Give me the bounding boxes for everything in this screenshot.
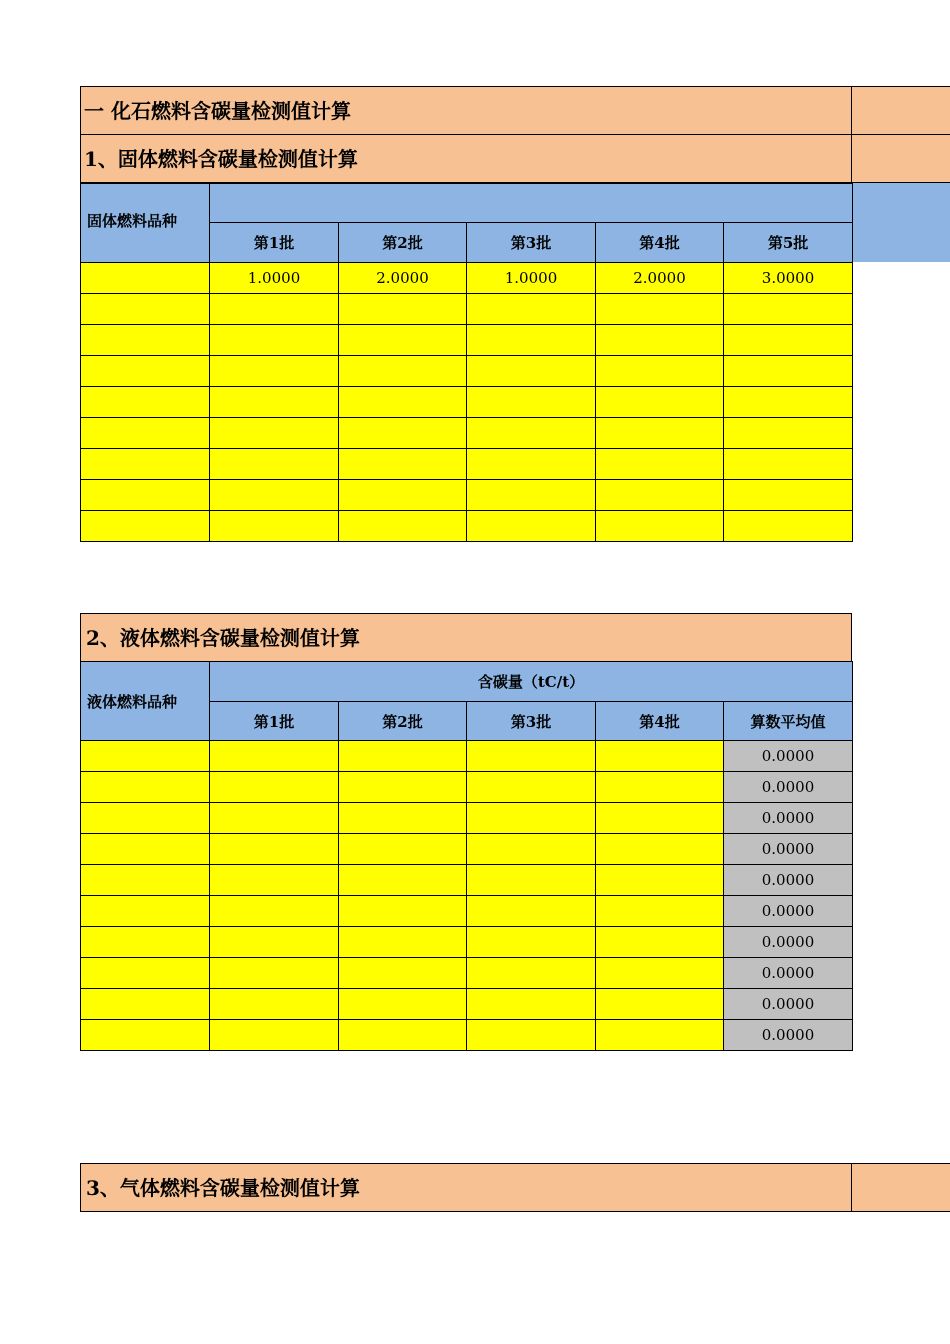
fuel-variety-cell[interactable] [81, 865, 210, 896]
fuel-variety-cell[interactable] [81, 1020, 210, 1051]
batch-value-cell[interactable] [467, 741, 596, 772]
batch-value-cell[interactable] [596, 927, 724, 958]
batch-value-cell[interactable] [210, 865, 339, 896]
fuel-variety-cell[interactable] [81, 927, 210, 958]
solid-batch-header: 第3批 [467, 223, 596, 263]
batch-value-cell[interactable] [210, 958, 339, 989]
table-row [81, 896, 853, 927]
liquid-batch-header: 第3批 [467, 702, 596, 741]
average-cell: 0.0000 [724, 803, 853, 834]
fuel-variety-cell[interactable] [81, 989, 210, 1020]
liquid-batch-header: 算数平均值 [724, 702, 853, 741]
batch-value-cell[interactable] [210, 511, 339, 542]
batch-value-cell[interactable] [467, 325, 596, 356]
table-row [81, 772, 853, 803]
table-row [81, 418, 853, 449]
batch-value-cell[interactable] [596, 989, 724, 1020]
solid-group-header [210, 184, 853, 223]
table-row [81, 927, 853, 958]
liquid-batch-header: 第2批 [339, 702, 467, 741]
batch-value-cell[interactable] [724, 356, 853, 387]
batch-value-cell[interactable] [339, 896, 467, 927]
batch-value-cell[interactable] [339, 958, 467, 989]
batch-value-cell[interactable] [724, 294, 853, 325]
fuel-variety-cell[interactable] [81, 387, 210, 418]
batch-value-cell[interactable] [596, 449, 724, 480]
batch-value-cell[interactable] [339, 803, 467, 834]
batch-value-cell[interactable] [339, 356, 467, 387]
fuel-variety-cell[interactable] [81, 263, 210, 294]
solid-fuel-table [80, 183, 853, 542]
average-cell: 0.0000 [724, 865, 853, 896]
batch-value-cell[interactable] [596, 834, 724, 865]
batch-value-cell[interactable] [467, 387, 596, 418]
batch-value-cell[interactable] [724, 449, 853, 480]
batch-value-cell[interactable] [339, 834, 467, 865]
average-cell: 0.0000 [724, 989, 853, 1020]
batch-value-cell[interactable]: 2.0000 [596, 263, 724, 294]
batch-value-cell[interactable] [596, 480, 724, 511]
solid-variety-header: 固体燃料品种 [81, 184, 210, 263]
batch-value-cell[interactable]: 3.0000 [724, 263, 853, 294]
batch-value-cell[interactable] [596, 294, 724, 325]
fuel-variety-cell[interactable] [81, 803, 210, 834]
batch-value-cell[interactable] [339, 418, 467, 449]
batch-value-cell[interactable] [724, 325, 853, 356]
table-row [81, 356, 853, 387]
batch-value-cell[interactable] [596, 356, 724, 387]
gas-title: 3、气体燃料含碳量检测值计算 [86, 1176, 360, 1200]
batch-value-cell[interactable] [724, 387, 853, 418]
table-row [81, 449, 853, 480]
solid-batch-header: 第5批 [724, 223, 853, 263]
gas-right-border [851, 1163, 852, 1212]
batch-value-cell[interactable] [210, 325, 339, 356]
liquid-group-header: 含碳量（tC/t） [210, 662, 853, 702]
solid-title: 1、固体燃料含碳量检测值计算 [84, 147, 358, 171]
average-cell: 0.0000 [724, 958, 853, 989]
batch-value-cell[interactable] [596, 741, 724, 772]
table-row [81, 958, 853, 989]
left-border [80, 86, 81, 183]
batch-value-cell[interactable] [339, 1020, 467, 1051]
batch-value-cell[interactable] [467, 834, 596, 865]
batch-value-cell[interactable] [596, 387, 724, 418]
batch-value-cell[interactable]: 2.0000 [339, 263, 467, 294]
solid-batch-header: 第2批 [339, 223, 467, 263]
batch-value-cell[interactable] [210, 356, 339, 387]
batch-value-cell[interactable] [339, 325, 467, 356]
batch-value-cell[interactable] [467, 418, 596, 449]
average-cell: 0.0000 [724, 741, 853, 772]
average-cell: 0.0000 [724, 1020, 853, 1051]
fuel-variety-cell[interactable] [81, 418, 210, 449]
batch-value-cell[interactable] [467, 896, 596, 927]
table-row [81, 294, 853, 325]
batch-value-cell[interactable] [596, 803, 724, 834]
liquid-title: 2、液体燃料含碳量检测值计算 [86, 626, 360, 650]
batch-value-cell[interactable] [467, 480, 596, 511]
table-row [81, 325, 853, 356]
batch-value-cell[interactable] [467, 449, 596, 480]
table-row [81, 834, 853, 865]
batch-value-cell[interactable] [210, 294, 339, 325]
batch-value-cell[interactable]: 1.0000 [210, 263, 339, 294]
solid-batch-header: 第4批 [596, 223, 724, 263]
liquid-batch-header: 第4批 [596, 702, 724, 741]
table-row [81, 511, 853, 542]
right-border [851, 86, 852, 183]
fuel-variety-cell[interactable] [81, 834, 210, 865]
table-row [81, 865, 853, 896]
batch-value-cell[interactable] [210, 803, 339, 834]
batch-value-cell[interactable] [596, 865, 724, 896]
batch-value-cell[interactable] [596, 511, 724, 542]
batch-value-cell[interactable] [467, 803, 596, 834]
batch-value-cell[interactable] [596, 418, 724, 449]
table-row [81, 387, 853, 418]
batch-value-cell[interactable] [210, 418, 339, 449]
batch-value-cell[interactable] [467, 294, 596, 325]
batch-value-cell[interactable] [210, 927, 339, 958]
batch-value-cell[interactable] [339, 449, 467, 480]
batch-value-cell[interactable] [210, 989, 339, 1020]
fuel-variety-cell[interactable] [81, 356, 210, 387]
fuel-variety-cell[interactable] [81, 741, 210, 772]
batch-value-cell[interactable] [724, 511, 853, 542]
batch-value-cell[interactable] [467, 1020, 596, 1051]
batch-value-cell[interactable] [339, 511, 467, 542]
batch-value-cell[interactable] [210, 1020, 339, 1051]
batch-value-cell[interactable] [210, 480, 339, 511]
fuel-variety-cell[interactable] [81, 896, 210, 927]
table-row [81, 263, 853, 294]
batch-value-cell[interactable] [596, 896, 724, 927]
average-cell: 0.0000 [724, 927, 853, 958]
batch-value-cell[interactable] [210, 834, 339, 865]
liquid-batch-header: 第1批 [210, 702, 339, 741]
batch-value-cell[interactable] [467, 511, 596, 542]
batch-value-cell[interactable] [339, 741, 467, 772]
batch-value-cell[interactable] [339, 772, 467, 803]
batch-value-cell[interactable] [596, 958, 724, 989]
average-cell: 0.0000 [724, 772, 853, 803]
batch-value-cell[interactable] [467, 356, 596, 387]
batch-value-cell[interactable] [467, 927, 596, 958]
table-row [81, 989, 853, 1020]
batch-value-cell[interactable] [339, 387, 467, 418]
batch-value-cell[interactable] [467, 958, 596, 989]
batch-value-cell[interactable] [210, 741, 339, 772]
batch-value-cell[interactable] [467, 772, 596, 803]
fuel-variety-cell[interactable] [81, 958, 210, 989]
liquid-fuel-table [80, 661, 853, 1051]
batch-value-cell[interactable] [210, 772, 339, 803]
table-row [81, 480, 853, 511]
batch-value-cell[interactable] [339, 294, 467, 325]
table-row [81, 803, 853, 834]
batch-value-cell[interactable] [339, 480, 467, 511]
batch-value-cell[interactable] [467, 865, 596, 896]
fuel-variety-cell[interactable] [81, 511, 210, 542]
batch-value-cell[interactable] [467, 989, 596, 1020]
batch-value-cell[interactable]: 1.0000 [467, 263, 596, 294]
fuel-variety-cell[interactable] [81, 294, 210, 325]
batch-value-cell[interactable] [339, 865, 467, 896]
batch-value-cell[interactable] [596, 325, 724, 356]
batch-value-cell[interactable] [724, 418, 853, 449]
average-cell: 0.0000 [724, 834, 853, 865]
fuel-variety-cell[interactable] [81, 325, 210, 356]
gas-left-border [80, 1163, 81, 1212]
fuel-variety-cell[interactable] [81, 449, 210, 480]
batch-value-cell[interactable] [596, 772, 724, 803]
batch-value-cell[interactable] [724, 480, 853, 511]
section-title: 一 化石燃料含碳量检测值计算 [84, 99, 351, 123]
batch-value-cell[interactable] [210, 387, 339, 418]
table-row [81, 1020, 853, 1051]
solid-header-extension [851, 183, 950, 262]
table-row [81, 741, 853, 772]
fuel-variety-cell[interactable] [81, 772, 210, 803]
batch-value-cell[interactable] [339, 989, 467, 1020]
average-cell: 0.0000 [724, 896, 853, 927]
batch-value-cell[interactable] [210, 896, 339, 927]
solid-batch-header: 第1批 [210, 223, 339, 263]
batch-value-cell[interactable] [339, 927, 467, 958]
liquid-variety-header: 液体燃料品种 [81, 662, 210, 741]
fuel-variety-cell[interactable] [81, 480, 210, 511]
batch-value-cell[interactable] [210, 449, 339, 480]
batch-value-cell[interactable] [596, 1020, 724, 1051]
